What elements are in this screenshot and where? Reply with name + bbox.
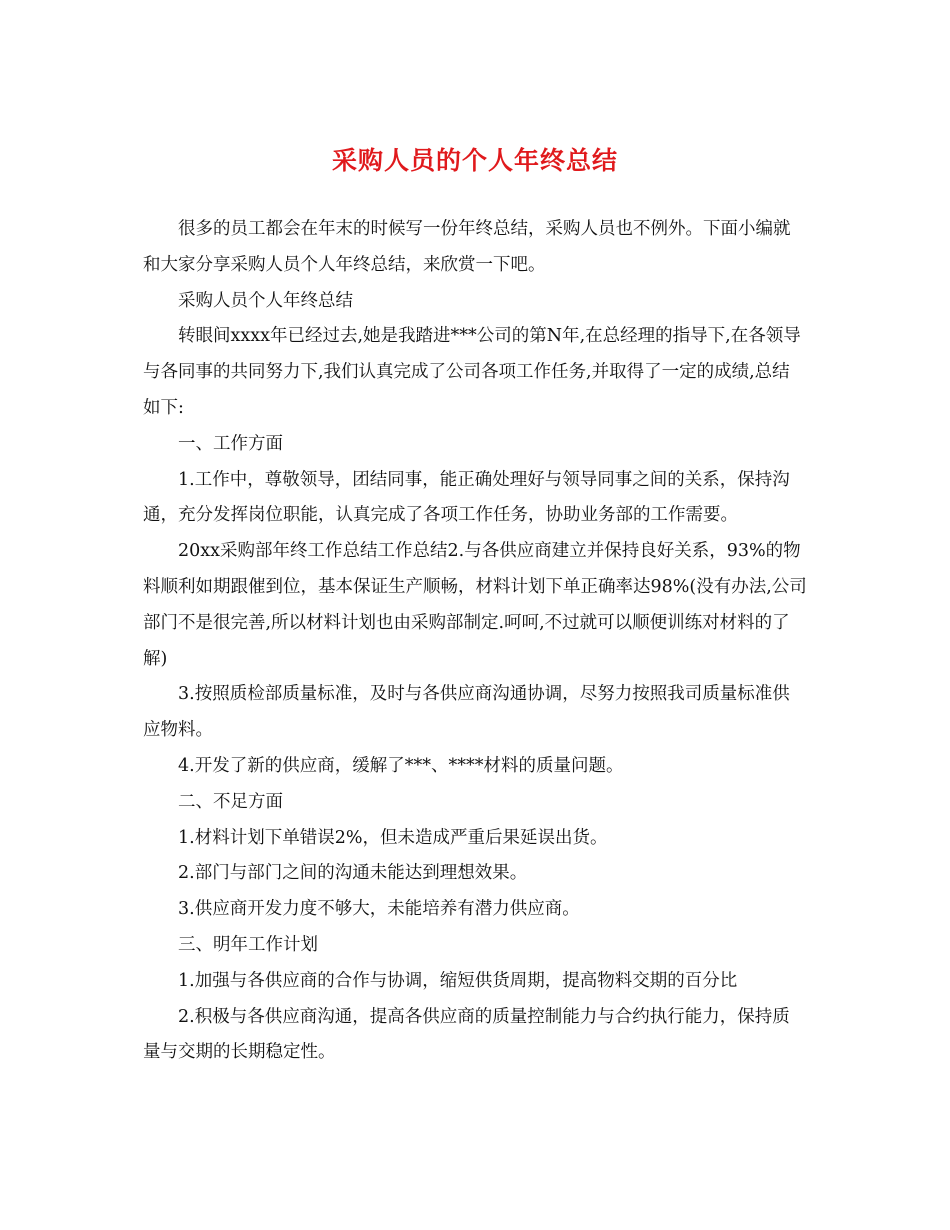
paragraph-intro: 很多的员工都会在年末的时候写一份年终总结，采购人员也不例外。下面小编就和大家分享采购人员个人年终总结，来欣赏一下吧。: [143, 219, 791, 275]
paragraph-plan-2: 2.积极与各供应商沟通，提高各供应商的质量控制能力与合约执行能力，保持质量与交期的长期稳定性。: [143, 1006, 790, 1063]
section-heading-plan: 三、明年工作计划: [178, 934, 318, 955]
document-title: 采购人员的个人年终总结: [331, 146, 618, 175]
paragraph-opening: 转眼间xxxx年已经过去,她是我踏进***公司的第N年,在总经理的指导下,在各领导与各同事的共同努力下,我们认真完成了公司各项工作任务,并取得了一定的成绩,总结如下:: [143, 326, 801, 418]
paragraph-work-4: 4.开发了新的供应商，缓解了***、****材料的质量问题。: [178, 755, 624, 776]
section-heading-work: 一、工作方面: [178, 433, 283, 454]
paragraph-work-1: 1.工作中，尊敬领导，团结同事，能正确处理好与领导同事之间的关系，保持沟通，充分发挥岗位职能，认真完成了各项工作任务，协助业务部的工作需要。: [143, 469, 790, 526]
paragraph-plan-1: 1.加强与各供应商的合作与协调，缩短供货周期，提高物料交期的百分比: [178, 970, 738, 991]
section-heading-shortcomings: 二、不足方面: [178, 791, 283, 812]
paragraph-shortcoming-1: 1.材料计划下单错误2%，但未造成严重后果延误出货。: [178, 827, 608, 848]
paragraph-work-3: 3.按照质检部质量标准，及时与各供应商沟通协调，尽努力按照我司质量标准供应物料。: [143, 684, 790, 741]
document-body: [143, 212, 807, 1071]
paragraph-subtitle: 采购人员个人年终总结: [178, 290, 353, 311]
paragraph-shortcoming-3: 3.供应商开发力度不够大，未能培养有潜力供应商。: [178, 899, 580, 920]
paragraph-work-2: 20xx采购部年终工作总结工作总结2.与各供应商建立并保持良好关系，93%的物料顺利如期跟催到位，基本保证生产顺畅，材料计划下单正确率达98%(没有办法,公司部门不是很完善,所以材料计划也由采购部制定.呵呵,不过就可以顺便训练对材料的了解): [143, 541, 807, 669]
paragraph-shortcoming-2: 2.部门与部门之间的沟通未能达到理想效果。: [178, 863, 528, 884]
